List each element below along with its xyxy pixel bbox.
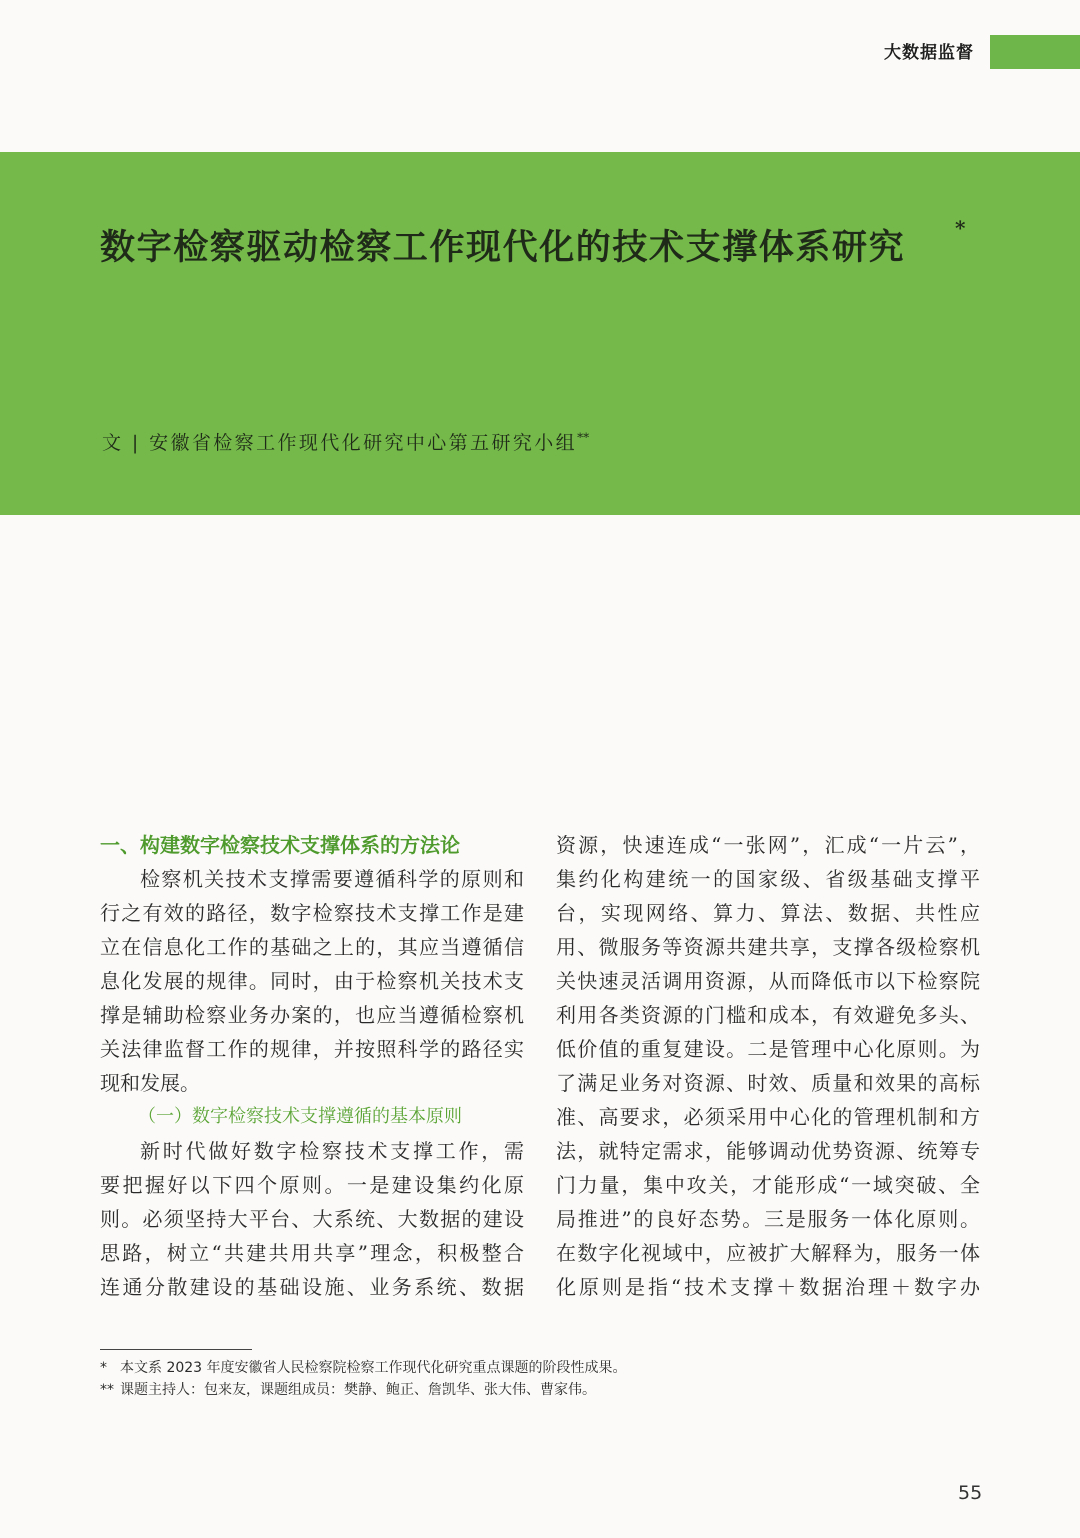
body-line: 台，实现网络、算力、算法、数据、共性应	[556, 901, 980, 925]
body-line: 新时代做好数字检察技术支撑工作，需	[140, 1139, 524, 1163]
body-line: 低价值的重复建设。二是管理中心化原则。为	[556, 1037, 980, 1061]
article-title: 数字检察驱动检察工作现代化的技术支撑体系研究	[100, 228, 906, 268]
body-line: 门力量，集中攻关，才能形成“一域突破、全	[556, 1173, 980, 1197]
body-line: 集约化构建统一的国家级、省级基础支撑平	[556, 867, 980, 891]
body-line: 准、高要求，必须采用中心化的管理机制和方	[556, 1105, 980, 1129]
footnote-mark: **	[100, 1382, 114, 1398]
right-column	[556, 828, 980, 1304]
body-line: 要把握好以下四个原则。一是建设集约化原	[100, 1173, 524, 1197]
body-line: 则。必须坚持大平台、大系统、大数据的建设	[100, 1207, 524, 1231]
body-line: 行之有效的路径，数字检察技术支撑工作是建	[100, 901, 524, 925]
body-line: 息化发展的规律。同时，由于检察机关技术支	[100, 969, 524, 993]
section-heading: 一、构建数字检察技术支撑体系的方法论	[100, 833, 460, 857]
body-line: 资源，快速连成“一张网”，汇成“一片云”，	[556, 833, 980, 857]
body-line: 用、微服务等资源共建共享，支撑各级检察机	[556, 935, 980, 959]
footnote-mark: *	[100, 1360, 107, 1376]
section-tag: 大数据监督	[884, 43, 974, 63]
body-line: 现和发展。	[100, 1071, 200, 1095]
left-column	[100, 828, 524, 1304]
byline	[102, 428, 589, 455]
byline-text: 文 | 安徽省检察工作现代化研究中心第五研究小组	[102, 432, 578, 454]
title-banner	[0, 152, 1080, 515]
body-line: 法，就特定需求，能够调动优势资源、统筹专	[556, 1139, 980, 1163]
footnotes	[100, 1357, 627, 1401]
body-line: 关法律监督工作的规律，并按照科学的路径实	[100, 1037, 524, 1061]
body-line: 化原则是指“技术支撑＋数据治理＋数字办	[556, 1275, 980, 1299]
body-line: 在数字化视域中，应被扩大解释为，服务一体	[556, 1241, 980, 1265]
body-line: 检察机关技术支撑需要遵循科学的原则和	[140, 867, 524, 891]
subsection-heading: （一）数字检察技术支撑遵循的基本原则	[138, 1106, 462, 1127]
footnote	[100, 1357, 627, 1379]
body-line: 立在信息化工作的基础之上的，其应当遵循信	[100, 935, 524, 959]
body-line: 撑是辅助检察业务办案的，也应当遵循检察机	[100, 1003, 524, 1027]
footnote-divider	[100, 1349, 252, 1350]
body-line: 连通分散建设的基础设施、业务系统、数据	[100, 1275, 524, 1299]
body-line: 思路，树立“共建共用共享”理念，积极整合	[100, 1241, 524, 1265]
title-footnote-mark: *	[955, 216, 966, 240]
body-line: 关快速灵活调用资源，从而降低市以下检察院	[556, 969, 980, 993]
section-tag-bar	[990, 35, 1080, 69]
body-line: 了满足业务对资源、时效、质量和效果的高标	[556, 1071, 980, 1095]
page-number: 55	[958, 1482, 983, 1504]
body-line: 利用各类资源的门槛和成本，有效避免多头、	[556, 1003, 980, 1027]
footnote-text: 本文系 2023 年度安徽省人民检察院检察工作现代化研究重点课题的阶段性成果。	[120, 1360, 627, 1376]
footnote	[100, 1379, 627, 1401]
body-line: 局推进”的良好态势。三是服务一体化原则。	[556, 1207, 980, 1231]
footnote-text: 课题主持人：包来友，课题组成员：樊静、鲍正、詹凯华、张大伟、曹家伟。	[120, 1382, 596, 1398]
byline-footnote-mark: **	[577, 430, 590, 445]
